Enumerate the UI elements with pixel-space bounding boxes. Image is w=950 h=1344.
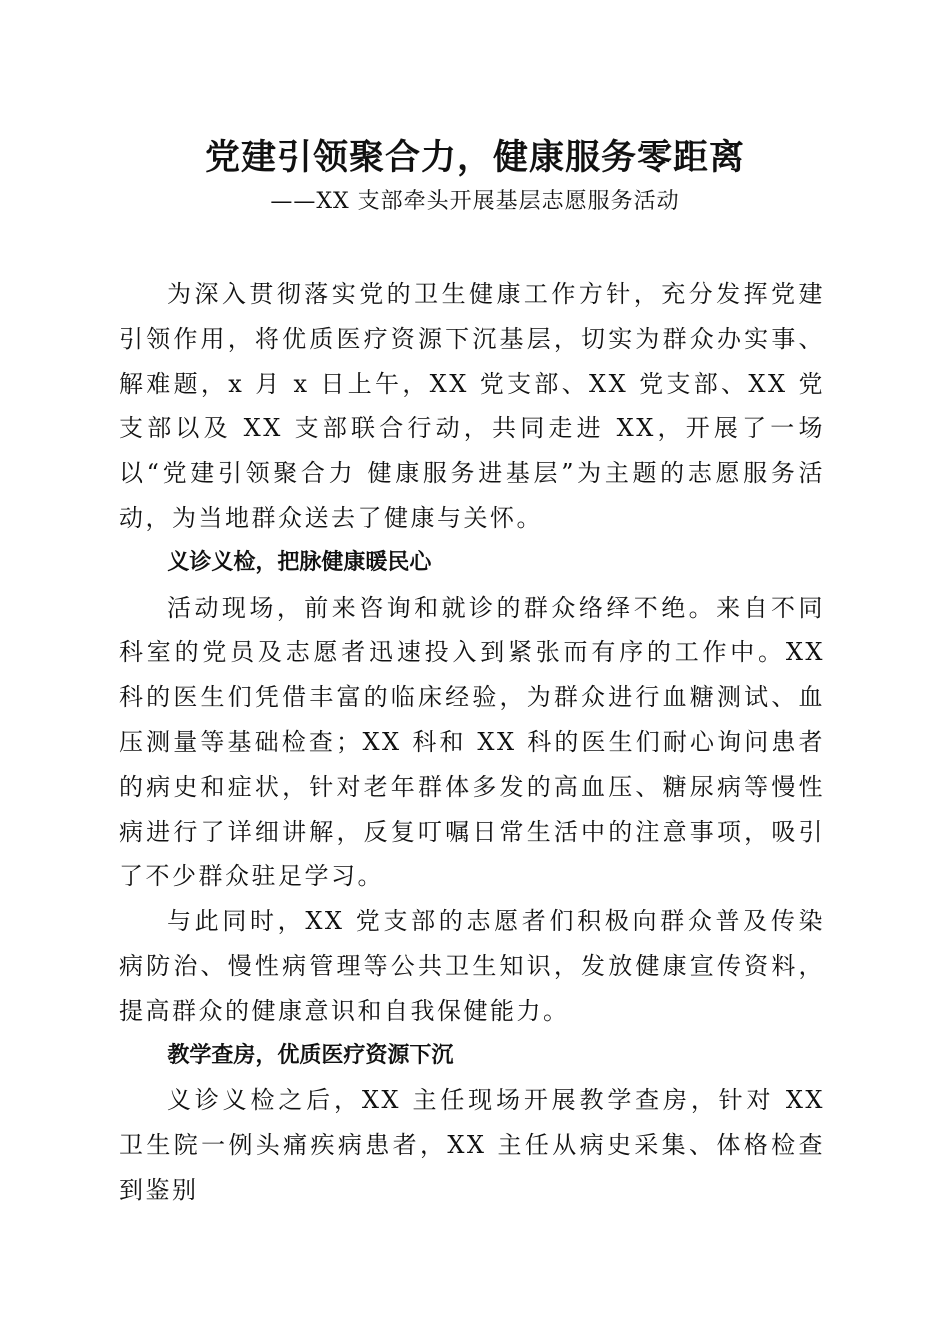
document-body bbox=[119, 272, 825, 1213]
document-subtitle: ——XX 支部牵头开展基层志愿服务活动 bbox=[270, 189, 680, 214]
section-heading-teaching-rounds: 教学查房，优质医疗资源下沉 bbox=[167, 1042, 454, 1068]
paragraph-clinic-scene: 活动现场，前来咨询和就诊的群众络绎不绝。来自不同科室的党员及志愿者迅速投入到紧张而有序的工作中。XX 科的医生们凭借丰富的临床经验，为群众进行血糖测试、血压测量等基础检查；XX 科和 XX 科的医生们耐心询问患者的病史和症状，针对老年群体多发的高血压、糖尿病等慢性病进行了详细讲解，反复叮嘱日常生活中的注意事项，吸引了不少群众驻足学习。 bbox=[119, 593, 825, 891]
paragraph-health-education: 与此同时，XX 党支部的志愿者们积极向群众普及传染病防治、慢性病管理等公共卫生知识，发放健康宣传资料，提高群众的健康意识和自我保健能力。 bbox=[119, 907, 825, 1025]
paragraph-intro: 为深入贯彻落实党的卫生健康工作方针，充分发挥党建引领作用，将优质医疗资源下沉基层，切实为群众办实事、解难题，x 月 x 日上午，XX 党支部、XX 党支部、XX 党支部以及 XX 支部联合行动，共同走进 XX，开展了一场以“党建引领聚合力 健康服务进基层”为主题的志愿服务活动，为当地群众送去了健康与关怀。 bbox=[119, 280, 825, 532]
section-heading-free-clinic: 义诊义检，把脉健康暖民心 bbox=[167, 549, 432, 575]
paragraph-teaching-rounds: 义诊义检之后，XX 主任现场开展教学查房，针对 XX 卫生院一例头痛疾病患者，XX 主任从病史采集、体格检查到鉴别 bbox=[119, 1086, 825, 1204]
document-title: 党建引领聚合力，健康服务零距离 bbox=[204, 137, 745, 178]
